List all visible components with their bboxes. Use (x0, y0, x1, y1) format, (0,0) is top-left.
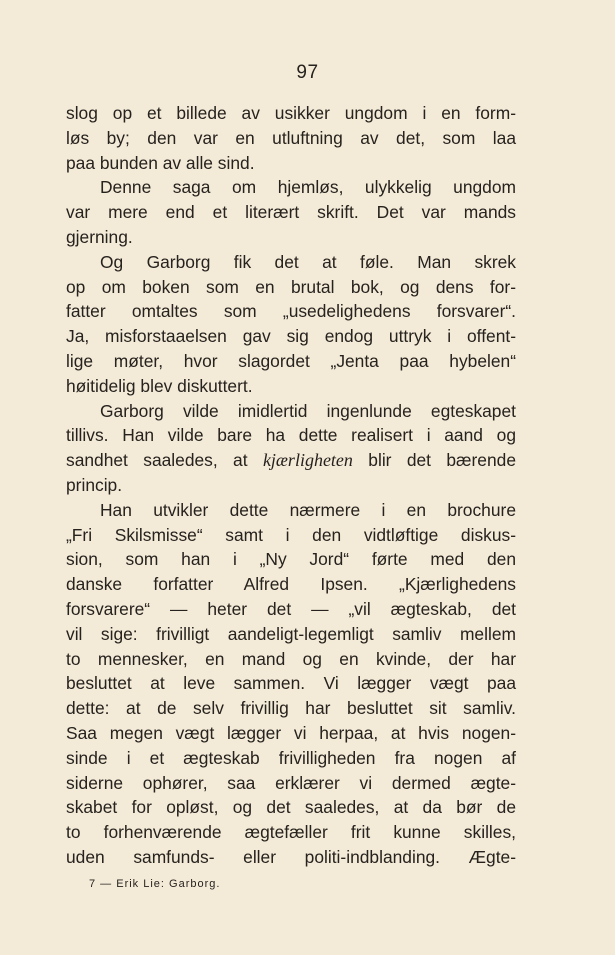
text-line: Han utvikler dette nærmere i en brochure (100, 499, 516, 520)
text-line: danske forfatter Alfred Ipsen. „Kjærlighedens (66, 574, 516, 595)
text-line: sion, som han i „Ny Jord“ førte med den (66, 549, 516, 570)
text-line: besluttet at leve sammen. Vi lægger vægt paa (66, 673, 516, 694)
text-line: sinde i et ægteskab frivilligheden fra nogen af (66, 747, 516, 768)
text-line: op om boken som en brutal bok, og dens for- (66, 276, 516, 297)
text-line: skabet for opløst, og det saaledes, at da bør de (66, 797, 516, 818)
footer-signature: 7 — Erik Lie: Garborg. (89, 878, 221, 890)
text-line: Saa megen vægt lægger vi herpaa, at hvis nogen- (66, 722, 516, 743)
text-line: Garborg vilde imidlertid ingenlunde egteskapet (100, 400, 516, 421)
text-line: princip. (66, 474, 123, 495)
body-text (66, 101, 516, 870)
text-line (66, 448, 516, 473)
text-line: to forhenværende ægtefæller frit kunne skilles, (66, 822, 516, 843)
text-line: gjerning. (66, 226, 133, 247)
text-line: to mennesker, en mand og en kvinde, der har (66, 648, 516, 669)
text-line: var mere end et literært skrift. Det var mands (66, 202, 516, 223)
page-number: 97 (296, 62, 319, 83)
text-line: Denne saga om hjemløs, ulykkelig ungdom (100, 177, 516, 198)
text-line: paa bunden av alle sind. (66, 152, 255, 173)
text-line: tillivs. Han vilde bare ha dette realisert i aand og (66, 425, 516, 446)
text-line: høitidelig blev diskuttert. (66, 375, 253, 396)
text-line: siderne ophører, saa erklærer vi dermed ægte- (66, 772, 516, 793)
text-segment: sandhet saaledes, at (66, 450, 263, 471)
text-line: uden samfunds- eller politi-indblanding. Ægte- (66, 846, 516, 867)
text-line: lige møter, hvor slagordet „Jenta paa hybelen“ (66, 350, 516, 371)
text-line: „Fri Skilsmisse“ samt i den vidtløftige diskus- (66, 524, 516, 545)
text-line: dette: at de selv frivillig har besluttet sit samliv. (66, 698, 516, 719)
text-line: forsvarere“ — heter det — „vil ægteskab, det (66, 598, 516, 619)
text-line: Ja, misforstaaelsen gav sig endog uttryk i offent- (66, 326, 516, 347)
text-line: Og Garborg fik det at føle. Man skrek (100, 251, 516, 272)
text-segment: blir det bærende (352, 450, 516, 471)
text-line: slog op et billede av usikker ungdom i en form- (66, 103, 516, 123)
italic-emphasis: kjærligheten (262, 450, 353, 471)
text-line: løs by; den var en utluftning av det, som laa (66, 127, 516, 148)
text-line: fatter omtaltes som „usedelighedens forsvarer“. (66, 301, 516, 322)
text-line: vil sige: frivilligt aandeligt-legemligt samliv mellem (66, 623, 516, 644)
